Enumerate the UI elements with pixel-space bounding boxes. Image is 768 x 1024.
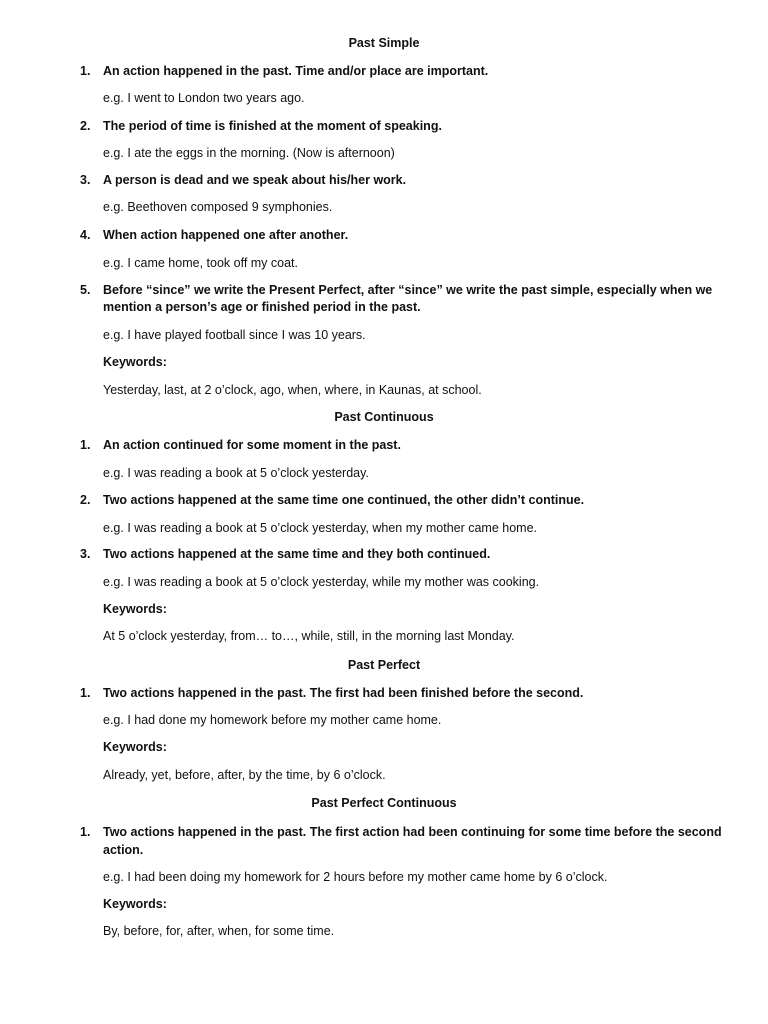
rule-text: An action happened in the past. Time and/or place are important. (103, 64, 489, 78)
item-number: 1. (80, 438, 91, 452)
rule-text-line2: action. (103, 843, 144, 857)
rule-text: Two actions happened in the past. The first had been finished before the second. (103, 686, 584, 700)
item-number: 5. (80, 283, 91, 297)
rule-text: An action continued for some moment in the past. (103, 438, 401, 452)
keywords-list: Already, yet, before, after, by the time, by 6 o’clock. (103, 768, 386, 782)
example-text: e.g. I have played football since I was 10 years. (103, 328, 366, 342)
item-number: 2. (80, 119, 91, 133)
heading-past-perfect: Past Perfect (347, 658, 421, 672)
rule-text: A person is dead and we speak about his/her work. (103, 173, 407, 187)
item-number: 3. (80, 547, 91, 561)
keywords-list: At 5 o’clock yesterday, from… to…, while, still, in the morning last Monday. (103, 629, 515, 643)
rule-text-line1: Before “since” we write the Present Perfect, after “since” we write the past simple, especially when we (103, 283, 713, 297)
example-text: e.g. I was reading a book at 5 o’clock yesterday, when my mother came home. (103, 521, 538, 535)
keywords-label: Keywords: (103, 355, 167, 369)
item-number: 1. (80, 825, 91, 839)
rule-text: Two actions happened at the same time one continued, the other didn’t continue. (103, 493, 585, 507)
example-text: e.g. I ate the eggs in the morning. (Now is afternoon) (103, 146, 395, 160)
item-number: 3. (80, 173, 91, 187)
example-text: e.g. I came home, took off my coat. (103, 256, 299, 270)
rule-text: Two actions happened at the same time and they both continued. (103, 547, 491, 561)
heading-past-simple: Past Simple (348, 36, 420, 50)
rule-text-line1: Two actions happened in the past. The first action had been continuing for some time before the second (103, 825, 722, 839)
keywords-label: Keywords: (103, 897, 167, 911)
item-number: 4. (80, 228, 91, 242)
example-text: e.g. I was reading a book at 5 o’clock yesterday. (103, 466, 369, 480)
rule-text: When action happened one after another. (103, 228, 349, 242)
item-number: 1. (80, 64, 91, 78)
example-text: e.g. I had done my homework before my mother came home. (103, 713, 442, 727)
item-number: 1. (80, 686, 91, 700)
example-text: e.g. I was reading a book at 5 o’clock yesterday, while my mother was cooking. (103, 575, 540, 589)
keywords-list: By, before, for, after, when, for some time. (103, 924, 335, 938)
example-text: e.g. I had been doing my homework for 2 hours before my mother came home by 6 o’clock. (103, 870, 608, 884)
keywords-list: Yesterday, last, at 2 o’clock, ago, when, where, in Kaunas, at school. (103, 383, 482, 397)
item-number: 2. (80, 493, 91, 507)
keywords-label: Keywords: (103, 740, 167, 754)
example-text: e.g. Beethoven composed 9 symphonies. (103, 200, 333, 214)
rule-text: The period of time is finished at the moment of speaking. (103, 119, 442, 133)
rule-text-line2: mention a person’s age or finished period in the past. (103, 300, 421, 314)
heading-past-perfect-continuous: Past Perfect Continuous (311, 796, 457, 810)
example-text: e.g. I went to London two years ago. (103, 91, 305, 105)
heading-past-continuous: Past Continuous (334, 410, 434, 424)
keywords-label: Keywords: (103, 602, 167, 616)
